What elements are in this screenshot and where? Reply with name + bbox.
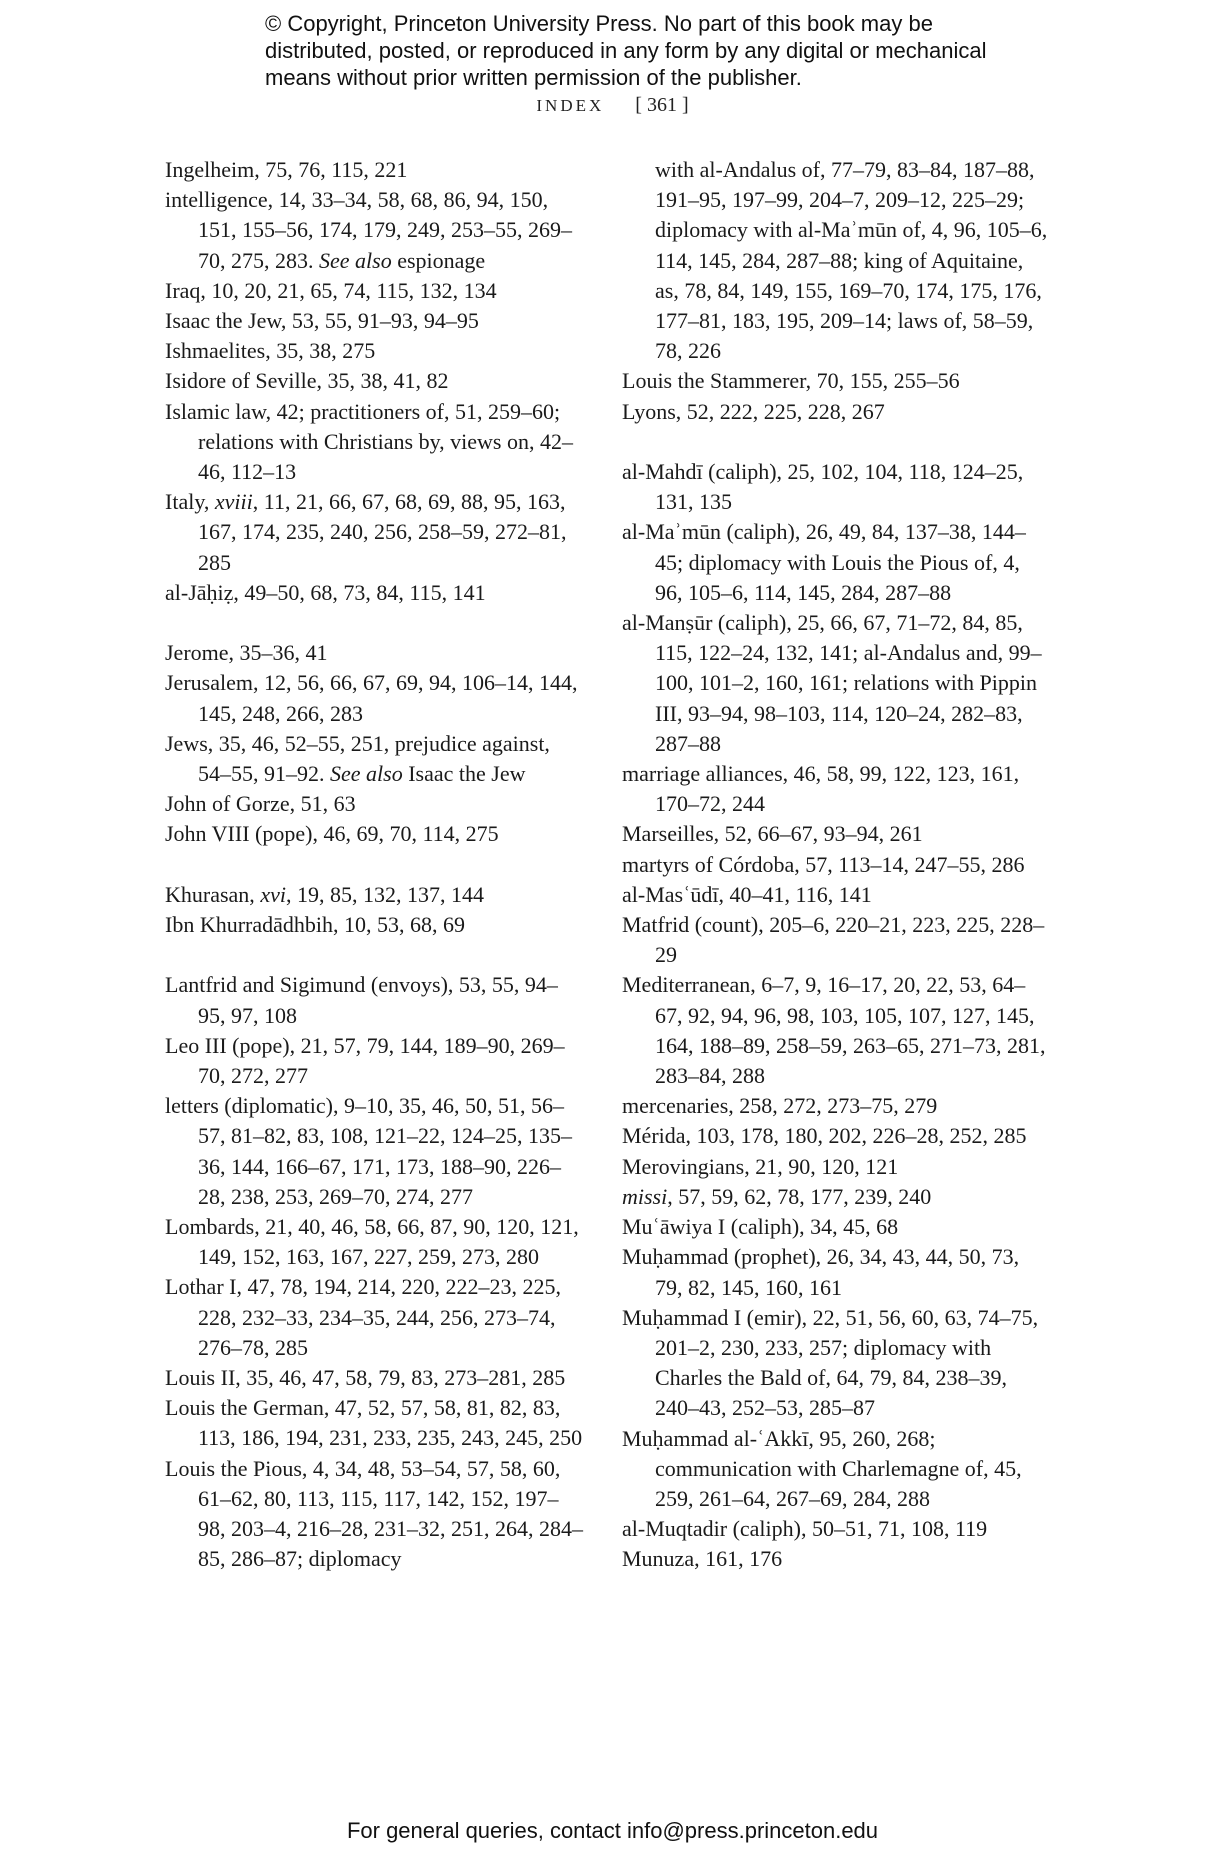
index-entry-text: Muḥammad al-ʿAkkī, 95, 260, 268; communication with Charlemagne of, 45, 259, 261–64, 267–69, 284, 288 bbox=[622, 1425, 1022, 1511]
index-entry bbox=[165, 185, 585, 276]
index-entry-text: , 11, 21, 66, 67, 68, 69, 88, 95, 163, 167, 174, 235, 240, 256, 258–59, 272–81, 285 bbox=[198, 489, 567, 575]
index-entry-text: Ishmaelites, 35, 38, 275 bbox=[165, 338, 376, 364]
index-entry bbox=[165, 1091, 585, 1212]
index-entry-text: Matfrid (count), 205–6, 220–21, 223, 225, 228–29 bbox=[622, 912, 1045, 968]
index-entry-text: Ibn Khurradādhbih, 10, 53, 68, 69 bbox=[165, 912, 466, 938]
index-entry bbox=[165, 1363, 585, 1393]
index-entry-text: marriage alliances, 46, 58, 99, 122, 123, 161, 170–72, 244 bbox=[622, 761, 1020, 817]
index-entry-italic-text: xviii bbox=[214, 489, 253, 515]
index-entry-text: Lothar I, 47, 78, 194, 214, 220, 222–23, 225, 228, 232–33, 234–35, 244, 256, 273–74, 276–78, 285 bbox=[165, 1274, 561, 1360]
index-entry bbox=[165, 1272, 585, 1363]
index-entry bbox=[165, 397, 585, 488]
index-entry bbox=[622, 1182, 1052, 1212]
index-entry-text: martyrs of Córdoba, 57, 113–14, 247–55, 286 bbox=[622, 851, 1025, 877]
index-column-right bbox=[622, 155, 1052, 1575]
index-entry-text: John VIII (pope), 46, 69, 70, 114, 275 bbox=[165, 821, 499, 847]
index-entry bbox=[165, 1454, 585, 1575]
index-entry-text: Isaac the Jew bbox=[402, 761, 526, 787]
index-entry bbox=[165, 306, 585, 336]
index-entry-text: al-Mahdī (caliph), 25, 102, 104, 118, 124–25, 131, 135 bbox=[622, 459, 1024, 515]
index-entry bbox=[165, 366, 585, 396]
index-entry bbox=[622, 397, 1052, 427]
index-entry bbox=[622, 1544, 1052, 1574]
index-entry-text: al-Jāḥiẓ, 49–50, 68, 73, 84, 115, 141 bbox=[165, 579, 486, 605]
running-head-label: INDEX bbox=[536, 96, 605, 115]
index-entry-italic-text: See also bbox=[319, 247, 392, 273]
index-entry-text: Mediterranean, 6–7, 9, 16–17, 20, 22, 53, 64–67, 92, 94, 96, 98, 103, 105, 107, 127, 145, 164, 188–89, 258–59, 263–65, 271–73, 281, 283–84, 288 bbox=[622, 972, 1046, 1089]
index-entry-text: Louis the Pious, 4, 34, 48, 53–54, 57, 58, 60, 61–62, 80, 113, 115, 117, 142, 152, 197–98, 203–4, 216–28, 231–32, 251, 264, 284–85, 286–87; diplomacy bbox=[165, 1455, 583, 1572]
index-entry bbox=[165, 638, 585, 668]
index-entry-text: Leo III (pope), 21, 57, 79, 144, 189–90, 269–70, 272, 277 bbox=[165, 1032, 565, 1089]
index-entry bbox=[165, 1393, 585, 1453]
index-entry-continued bbox=[622, 155, 1052, 366]
index-entry-text: al-Manṣūr (caliph), 25, 66, 67, 71–72, 84, 85, 115, 122–24, 132, 141; al-Andalus and, 99–100, 101–2, 160, 161; relations with Pippin III, 93–94, 98–103, 114, 120–24, 282–83, 287–88 bbox=[622, 610, 1042, 756]
index-entry bbox=[622, 1424, 1052, 1515]
index-entry-text: Muʿāwiya I (caliph), 34, 45, 68 bbox=[622, 1214, 899, 1240]
index-entry-text: Louis the German, 47, 52, 57, 58, 81, 82, 83, 113, 186, 194, 231, 233, 235, 243, 245, 250 bbox=[165, 1395, 583, 1451]
index-entry-text: Lantfrid and Sigimund (envoys), 53, 55, 94–95, 97, 108 bbox=[165, 972, 558, 1028]
index-entry-italic-text: xvi bbox=[260, 881, 286, 907]
running-head bbox=[0, 94, 1225, 117]
index-entry bbox=[165, 336, 585, 366]
index-entry bbox=[165, 668, 585, 728]
index-entry-text: Islamic law, 42; practitioners of, 51, 259–60; relations with Christians by, views on, 42–46, 112–13 bbox=[165, 398, 573, 485]
index-entry bbox=[622, 517, 1052, 608]
index-entry-text: mercenaries, 258, 272, 273–75, 279 bbox=[622, 1093, 938, 1119]
index-entry-text: al-Masʿūdī, 40–41, 116, 141 bbox=[622, 881, 872, 907]
index-entry bbox=[165, 789, 585, 819]
index-entry-text: espionage bbox=[391, 247, 486, 273]
index-entry bbox=[165, 155, 585, 185]
index-entry-text: Mérida, 103, 178, 180, 202, 226–28, 252, 285 bbox=[622, 1123, 1027, 1149]
index-entry bbox=[622, 608, 1052, 759]
index-entry-text: Lombards, 21, 40, 46, 58, 66, 87, 90, 120, 121, 149, 152, 163, 167, 227, 259, 273, 280 bbox=[165, 1214, 579, 1270]
index-entry bbox=[622, 1152, 1052, 1182]
page-number: [ 361 ] bbox=[635, 94, 689, 116]
index-entry-text: Muḥammad (prophet), 26, 34, 43, 44, 50, 73, 79, 82, 145, 160, 161 bbox=[622, 1244, 1020, 1300]
index-entry-text: , 19, 85, 132, 137, 144 bbox=[285, 881, 484, 907]
index-entry-text: Jerusalem, 12, 56, 66, 67, 69, 94, 106–14, 144, 145, 248, 266, 283 bbox=[165, 670, 578, 726]
index-entry-text: Merovingians, 21, 90, 120, 121 bbox=[622, 1153, 899, 1179]
index-entry bbox=[622, 850, 1052, 880]
index-entry bbox=[622, 1242, 1052, 1302]
index-entry bbox=[622, 1303, 1052, 1424]
copyright-notice: © Copyright, Princeton University Press. No part of this book may be distributed, posted, or reproduced in any form by any digital or mechanical means without prior written permission of the publisher. bbox=[265, 11, 987, 90]
index-entry bbox=[165, 276, 585, 306]
index-entry-text: Louis the Stammerer, 70, 155, 255–56 bbox=[622, 368, 960, 394]
index-entry bbox=[622, 819, 1052, 849]
index-entry bbox=[165, 970, 585, 1030]
index-column-left bbox=[165, 155, 585, 1575]
index-entry bbox=[622, 970, 1052, 1091]
index-entry bbox=[165, 880, 585, 910]
index-entry bbox=[622, 366, 1052, 396]
index-entry bbox=[622, 1121, 1052, 1151]
index-entry-italic-text: See also bbox=[330, 761, 403, 787]
index-entry-text: with al-Andalus of, 77–79, 83–84, 187–88, 191–95, 197–99, 204–7, 209–12, 225–29; diplomacy with al-Maʾmūn of, 4, 96, 105–6, 114, 145, 284, 287–88; king of Aquitaine, as, 78, 84, 149, 155, 169–70, 174, 175, 176, 177–81, 183, 195, 209–14; laws of, 58–59, 78, 226 bbox=[655, 157, 1048, 364]
index-entry-text: Isidore of Seville, 35, 38, 41, 82 bbox=[165, 368, 449, 394]
index-entry bbox=[622, 1212, 1052, 1242]
index-entry-text: Lyons, 52, 222, 225, 228, 267 bbox=[622, 398, 885, 424]
index-entry bbox=[165, 729, 585, 789]
index-entry bbox=[622, 1514, 1052, 1544]
index-entry-text: John of Gorze, 51, 63 bbox=[165, 791, 356, 817]
index-entry bbox=[165, 1031, 585, 1091]
index-entry bbox=[165, 910, 585, 940]
index-entry-text: Jews, 35, 46, 52–55, 251, prejudice against, 54–55, 91–92. bbox=[165, 730, 550, 787]
index-entry bbox=[165, 578, 585, 608]
index-entry bbox=[622, 759, 1052, 819]
index-entry-text: Ingelheim, 75, 76, 115, 221 bbox=[165, 157, 408, 182]
index-entry-text: Isaac the Jew, 53, 55, 91–93, 94–95 bbox=[165, 308, 479, 334]
index-entry bbox=[622, 880, 1052, 910]
index-entry bbox=[622, 1091, 1052, 1121]
index-entry-text: Iraq, 10, 20, 21, 65, 74, 115, 132, 134 bbox=[165, 277, 497, 303]
index-entry-italic-text: missi bbox=[622, 1183, 668, 1209]
index-entry-text: al-Maʾmūn (caliph), 26, 49, 84, 137–38, 144–45; diplomacy with Louis the Pious of, 4, 96, 105–6, 114, 145, 284, 287–88 bbox=[622, 519, 1026, 605]
index-entry-text: Munuza, 161, 176 bbox=[622, 1546, 783, 1572]
index-entry-text: Marseilles, 52, 66–67, 93–94, 261 bbox=[622, 821, 923, 847]
index-entry-text: Louis II, 35, 46, 47, 58, 79, 83, 273–281, 285 bbox=[165, 1365, 566, 1391]
footer-contact: For general queries, contact info@press.princeton.edu bbox=[346, 1818, 879, 1843]
index-entry-text: letters (diplomatic), 9–10, 35, 46, 50, 51, 56–57, 81–82, 83, 108, 121–22, 124–25, 135–36, 144, 166–67, 171, 173, 188–90, 226–28, 238, 253, 269–70, 274, 277 bbox=[165, 1093, 572, 1209]
index-entry-text: Italy, bbox=[165, 489, 215, 515]
index-entry bbox=[622, 457, 1052, 517]
index-entry-text: Jerome, 35–36, 41 bbox=[165, 640, 328, 666]
index-entry-text: intelligence, 14, 33–34, 58, 68, 86, 94, 150, 151, 155–56, 174, 179, 249, 253–55, 269–70, 275, 283. bbox=[165, 187, 572, 273]
index-entry-text: Khurasan, bbox=[165, 881, 261, 907]
index-entry-text: al-Muqtadir (caliph), 50–51, 71, 108, 119 bbox=[622, 1516, 988, 1542]
index-entry bbox=[165, 819, 585, 849]
index-entry bbox=[165, 1212, 585, 1272]
index-entry bbox=[622, 910, 1052, 970]
index-entry-text: , 57, 59, 62, 78, 177, 239, 240 bbox=[667, 1183, 932, 1209]
index-entry-text: Muḥammad I (emir), 22, 51, 56, 60, 63, 74–75, 201–2, 230, 233, 257; diplomacy with Charles the Bald of, 64, 79, 84, 238–39, 240–43, 252–53, 285–87 bbox=[622, 1304, 1039, 1421]
index-entry bbox=[165, 487, 585, 578]
